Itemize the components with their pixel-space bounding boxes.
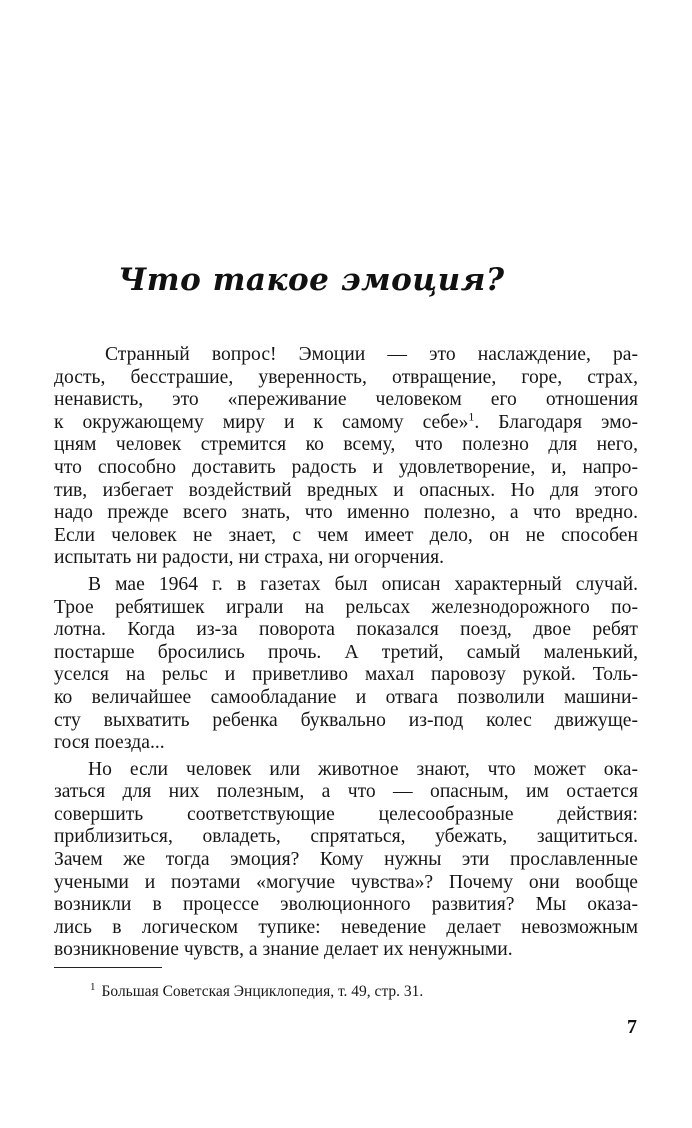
paragraph-2: [54, 574, 638, 755]
page-number: 7: [627, 1016, 637, 1038]
text-line: лотна. Когда из-за поворота показался поезд, двое ребят: [54, 619, 638, 641]
text-line: дость, бесстрашие, уверенность, отвращение, горе, страх,: [54, 366, 638, 388]
text-line: испытать ни радости, ни страха, ни огорчения.: [54, 547, 445, 569]
text-line: заться для них полезным, а что — опасным, им остается: [54, 781, 638, 803]
paragraph-1: [54, 344, 638, 570]
text-line: постарше бросились прочь. А третий, самый маленький,: [54, 641, 638, 663]
text-line-part: . Благодаря эмо-: [474, 411, 638, 433]
text-line: Если человек не знает, с чем имеет дело, он не способен: [54, 524, 638, 546]
text-line: возникновение чувств, а знание делает их ненужными.: [54, 939, 513, 961]
text-line: учеными и поэтами «могучие чувства»? Почему они вообще: [54, 871, 638, 893]
text-line: надо прежде всего знать, что именно полезно, а что вредно.: [54, 502, 638, 524]
footnote-mark: 1: [90, 980, 96, 993]
text-line: В мае 1964 г. в газетах был описан характерный случай.: [88, 573, 638, 595]
text-line: гося поезда...: [54, 732, 165, 754]
text-line: ко величайшее самообладание и отвага позволили машини-: [54, 686, 638, 708]
text-line: приблизиться, овладеть, спрятаться, убежать, защититься.: [54, 826, 638, 848]
text-line: тив, избегает воздействий вредных и опасных. Но для этого: [54, 479, 638, 501]
text-line: лись в логическом тупике: неведение делает невозможным: [54, 916, 638, 938]
text-line: ненависть, это «переживание человеком его отношения: [54, 389, 638, 411]
text-line: уселся на рельс и приветливо махал паровозу рукой. Толь-: [54, 664, 638, 686]
text-line: Странный вопрос! Эмоции — это наслаждение, ра-: [105, 344, 638, 365]
chapter-title: Что такое эмоция?: [118, 262, 505, 298]
footnote-reference: 1: [468, 409, 475, 424]
text-line: что способно доставить радость и удовлетворение, и, напро-: [54, 456, 638, 478]
footnote-divider: [54, 967, 162, 968]
text-line-part: к окружающему миру и к самому себе»: [54, 411, 469, 433]
body-text: [54, 344, 638, 962]
footnote: [90, 980, 424, 1001]
text-line: цням человек стремится ко всему, что полезно для него,: [54, 434, 638, 456]
text-line: Трое ребятишек играли на рельсах железнодорожного по-: [54, 596, 638, 618]
text-line: Но если человек или животное знают, что может ока-: [88, 758, 638, 780]
text-line: совершить соответствующие целесообразные действия:: [54, 803, 638, 825]
text-line: сту выхватить ребенка буквально из-под колес движуще-: [54, 709, 638, 731]
text-line: возникли в процессе эволюционного развития? Мы оказа-: [54, 894, 638, 916]
footnote-text: Большая Советская Энциклопедия, т. 49, стр. 31.: [101, 983, 424, 1000]
paragraph-3: [54, 759, 638, 962]
text-line: Зачем же тогда эмоция? Кому нужны эти прославленные: [54, 849, 638, 871]
text-line-with-footnote: [54, 409, 638, 435]
